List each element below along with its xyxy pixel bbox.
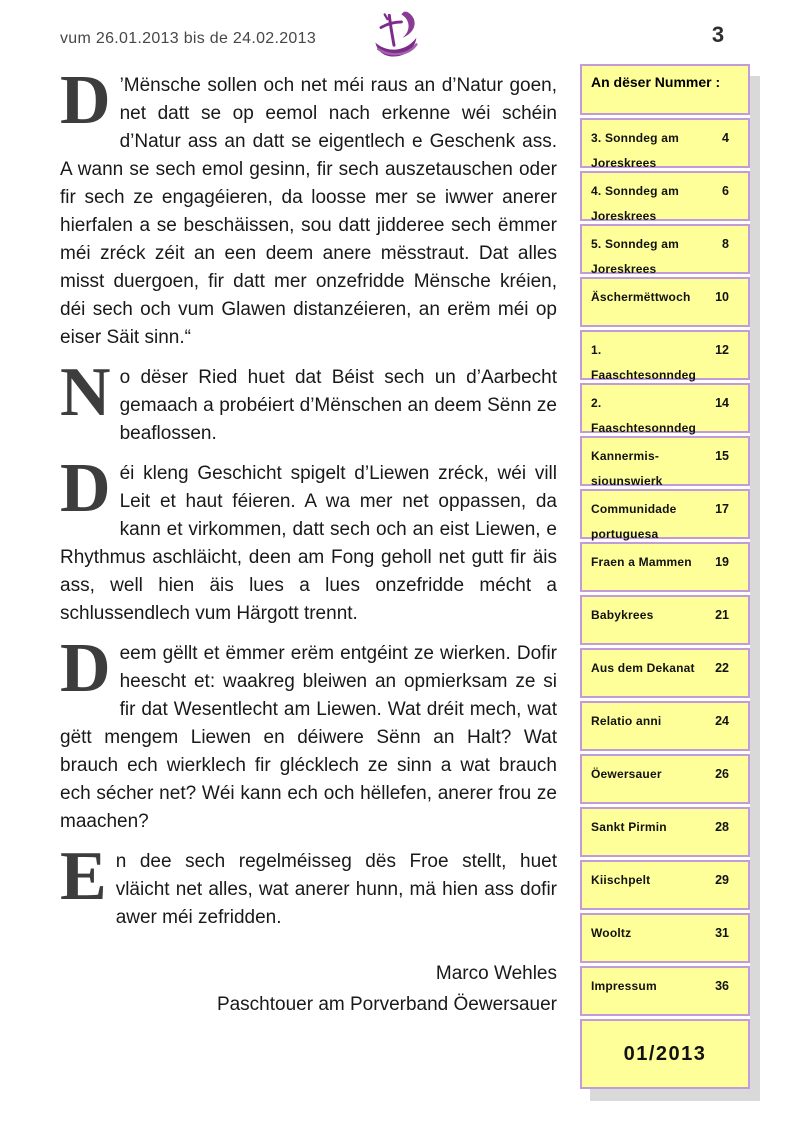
toc-sidebar <box>580 64 750 1089</box>
toc-item-label: Äschermëttwoch <box>591 290 691 304</box>
paragraph <box>60 630 557 836</box>
toc-item <box>580 913 750 963</box>
toc-item-label: Wooltz <box>591 926 632 940</box>
paragraph <box>60 450 557 628</box>
toc-item <box>580 277 750 327</box>
toc-item-page: 8 <box>722 237 729 251</box>
signature-name: Marco Wehles <box>435 963 557 984</box>
toc-item <box>580 171 750 221</box>
toc-item-page: 19 <box>715 555 729 569</box>
paragraph-text: ’Mënsche sollen och net méi raus an d’Natur goen, net datt se op eemol nach erkenne wéi schéin d’Natur ass an datt se eigentlech e Geschenk ass. A wann se sech emol gesinn, fir sech auszetauschen oder fir sech ze engagéieren, da loosse mer se iwwer anerer hierfalen a se beschäissen, sou datt jidderee sech ëmmer méi zréck zéit an een deem anere mësstraut. Dat alles misst duergoen, fir datt mer onzefridde Mënsche kréien, déi sech och vum Glawen distanzéieren, an erëm méi op eiser Säit sinn.“ <box>60 75 557 348</box>
toc-item <box>580 118 750 168</box>
toc-item-page: 17 <box>715 502 729 516</box>
dropcap: D <box>60 630 111 707</box>
toc-item <box>580 754 750 804</box>
dropcap: E <box>60 838 107 915</box>
toc-item-label: Impressum <box>591 979 657 993</box>
toc-item-label: 5. Sonndeg am Joreskrees <box>591 237 679 276</box>
toc-item-page: 24 <box>715 714 729 728</box>
toc-item <box>580 330 750 380</box>
parish-boat-cross-logo-icon <box>366 6 422 64</box>
toc-item-label: Relatio anni <box>591 714 662 728</box>
toc-item <box>580 224 750 274</box>
signature-role: Paschtouer am Porverband Öewersauer <box>216 994 557 1015</box>
toc-item-page: 4 <box>722 131 729 145</box>
toc-item-label: Kannermis-siounswierk <box>591 449 663 488</box>
toc-item-label: Communidade portuguesa <box>591 502 677 541</box>
paragraph-text: éi kleng Geschicht spigelt d’Liewen zréck, wéi vill Leit et haut féieren. A wa mer net oppassen, da kann et virkommen, datt sech och an eist Liewen, e Rhythmus aschläicht, deen am Fong geholl net gutt fir äis ass, well hien äis lues a lues onzefridde mécht a schlussendlech vum Härgott trennt. <box>60 463 557 624</box>
toc-item-page: 12 <box>715 343 729 357</box>
toc-title: An dëser Nummer : <box>580 64 750 115</box>
paragraph <box>60 354 557 448</box>
toc-item-label: 3. Sonndeg am Joreskrees <box>591 131 679 170</box>
toc-item <box>580 701 750 751</box>
toc-item <box>580 595 750 645</box>
toc-item-page: 26 <box>715 767 729 781</box>
dropcap: N <box>60 354 111 431</box>
toc-item-page: 21 <box>715 608 729 622</box>
dropcap: D <box>60 62 111 139</box>
toc-item <box>580 807 750 857</box>
toc-item <box>580 436 750 486</box>
date-range: vum 26.01.2013 bis de 24.02.2013 <box>60 30 317 47</box>
dropcap: D <box>60 450 111 527</box>
toc-item-label: Kiischpelt <box>591 873 651 887</box>
toc-item-page: 22 <box>715 661 729 675</box>
toc-item-page: 31 <box>715 926 729 940</box>
toc-item-label: Aus dem Dekanat <box>591 661 695 675</box>
toc-item-label: Babykrees <box>591 608 654 622</box>
toc-item-page: 10 <box>715 290 729 304</box>
article-body <box>60 62 557 1020</box>
paragraph-text: n dee sech regelméisseg dës Froe stellt, huet vläicht net alles, wat anerer hunn, mä hien ass dofir awer méi zefridden. <box>115 851 557 928</box>
toc-item-label: 1. Faaschtesonndeg <box>591 343 697 382</box>
toc-item <box>580 383 750 433</box>
toc-item-page: 6 <box>722 184 729 198</box>
paragraph <box>60 838 557 932</box>
toc-item-label: Sankt Pirmin <box>591 820 667 834</box>
paragraph <box>60 62 557 352</box>
toc-item <box>580 966 750 1016</box>
toc-item <box>580 860 750 910</box>
paragraph-text: o dëser Ried huet dat Béist sech un d’Aarbecht gemaach a probéiert d’Mënschen an deem Sënn ze beaflossen. <box>119 367 557 444</box>
toc-item-page: 36 <box>715 979 729 993</box>
paragraph-text: eem gëllt et ëmmer erëm entgéint ze wierken. Dofir heescht et: waakreg bleiwen an opmierksam ze si fir dat Wesentlecht am Liewen. Wat dréit mech, wat gëtt mengem Liewen en déiwere Sënn an Halt? Wat brauch ech wierklech fir glécklech ze sinn a wat brauch ech sécher net? Wéi kann ech och hëllefen, anerer frou ze maachen? <box>60 643 557 832</box>
toc-issue-number: 01/2013 <box>580 1019 750 1089</box>
signature <box>60 958 557 1020</box>
toc-item-label: 2. Faaschtesonndeg <box>591 396 697 435</box>
toc-item-label: 4. Sonndeg am Joreskrees <box>591 184 679 223</box>
toc-item-page: 14 <box>715 396 729 410</box>
page-number: 3 <box>711 22 725 47</box>
toc-item-page: 29 <box>715 873 729 887</box>
toc-item <box>580 648 750 698</box>
toc-item-page: 15 <box>715 449 729 463</box>
toc-item-label: Fraen a Mammen <box>591 555 692 569</box>
toc-item-label: Öewersauer <box>591 767 662 781</box>
toc-item <box>580 542 750 592</box>
toc-item-page: 28 <box>715 820 729 834</box>
toc-item <box>580 489 750 539</box>
